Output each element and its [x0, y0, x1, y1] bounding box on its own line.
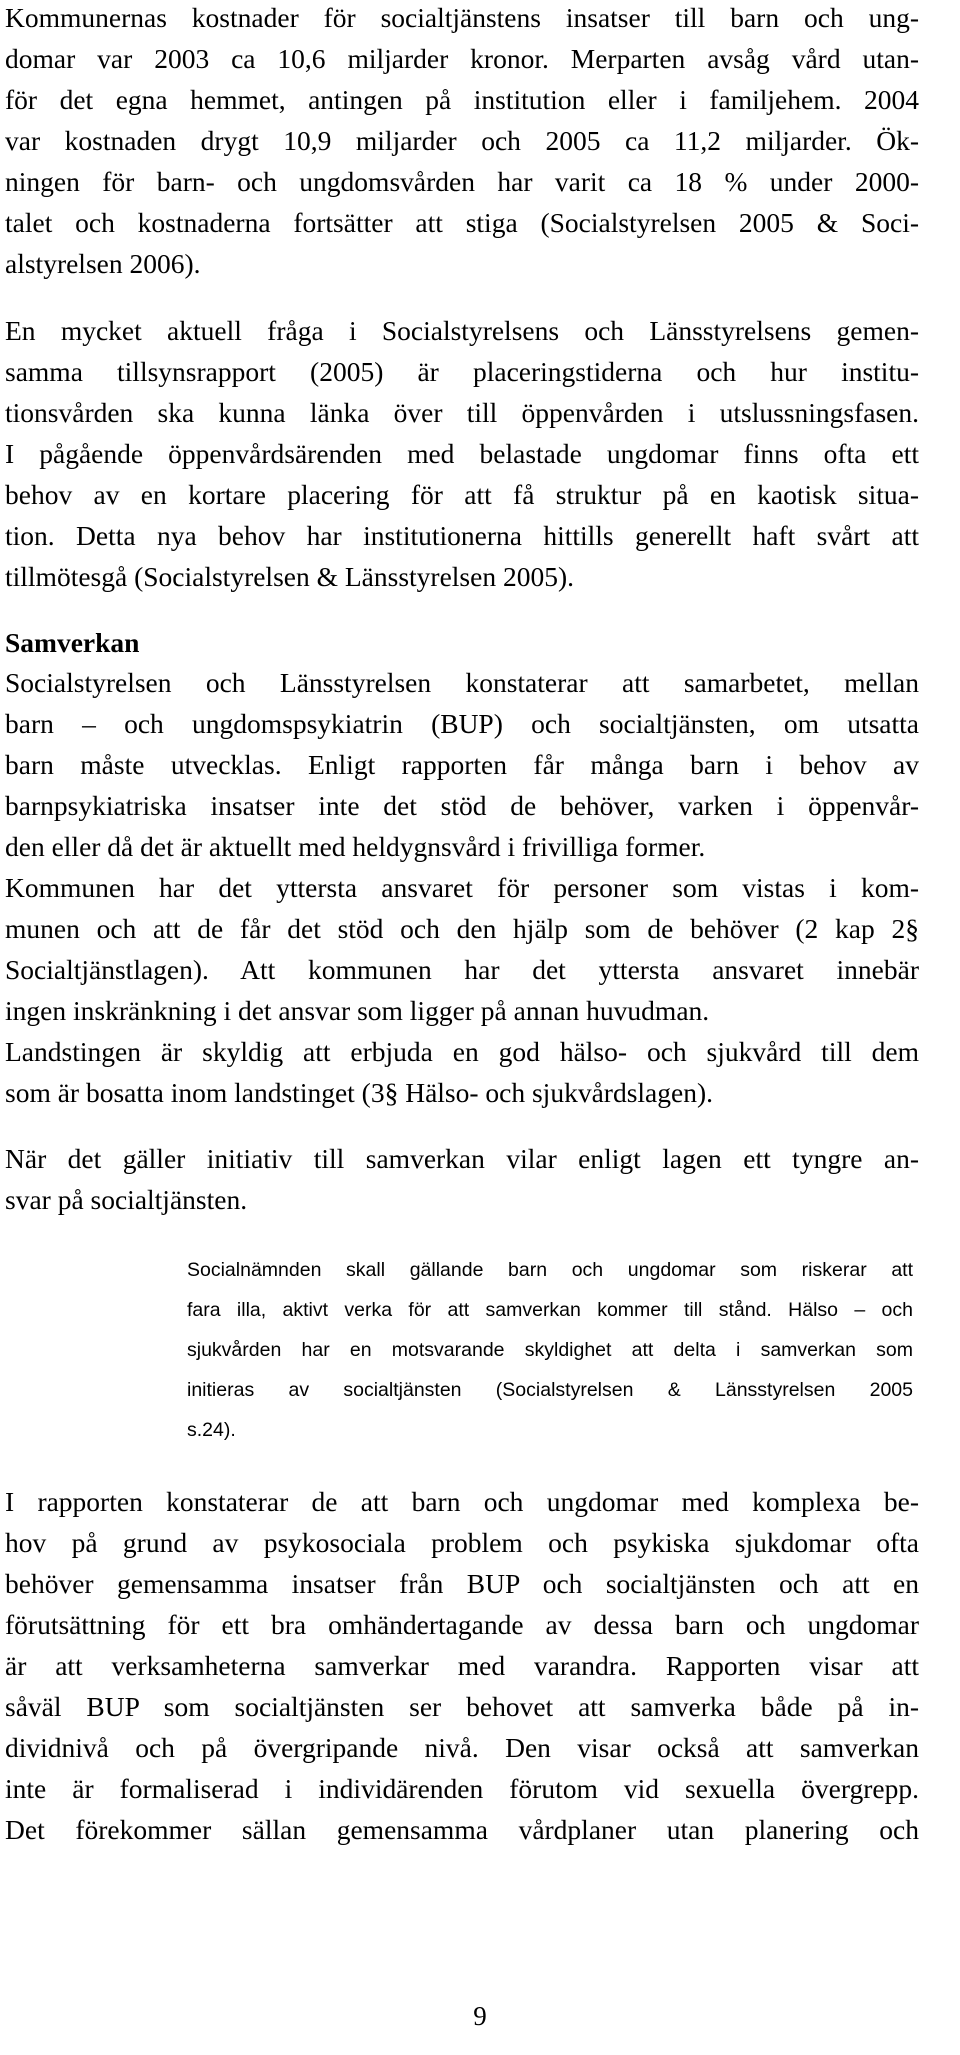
text-line: tion. Detta nya behov har institutionerna hittills generellt haft svårt att [5, 520, 919, 551]
text-line: var kostnaden drygt 10,9 miljarder och 2005 ca 11,2 miljarder. Ök- [5, 125, 919, 156]
text-line: ingen inskränkning i det ansvar som ligger på annan huvudman. [5, 995, 710, 1026]
text-line: Socialtjänstlagen). Att kommunen har det yttersta ansvaret innebär [5, 954, 919, 985]
text-line: dividnivå och på övergripande nivå. Den visar också att samverkan [5, 1732, 919, 1763]
text-line: barn – och ungdomspsykiatrin (BUP) och socialtjänsten, om utsatta [5, 708, 919, 739]
section-heading: Samverkan [5, 627, 140, 658]
text-line: samma tillsynsrapport (2005) är placeringstiderna och hur institu- [5, 356, 919, 387]
text-line: I pågående öppenvårdsärenden med belastade ungdomar finns ofta ett [5, 438, 919, 469]
quote-line: initieras av socialtjänsten (Socialstyrelsen & Länsstyrelsen 2005 [187, 1379, 913, 1401]
text-line: behov av en kortare placering för att få struktur på en kaotisk situa- [5, 479, 919, 510]
text-line: I rapporten konstaterar de att barn och ungdomar med komplexa be- [5, 1486, 919, 1517]
text-line: alstyrelsen 2006). [5, 248, 201, 279]
text-line: svar på socialtjänsten. [5, 1184, 248, 1215]
text-line: inte är formaliserad i individärenden förutom vid sexuella övergrepp. [5, 1773, 919, 1804]
text-line: barn måste utvecklas. Enligt rapporten får många barn i behov av [5, 749, 919, 780]
text-line: behöver gemensamma insatser från BUP och socialtjänsten och att en [5, 1568, 919, 1599]
text-line: talet och kostnaderna fortsätter att stiga (Socialstyrelsen 2005 & Soci- [5, 207, 919, 238]
page-number: 9 [473, 2001, 487, 2031]
quote-line: s.24). [187, 1419, 236, 1441]
text-line: för det egna hemmet, antingen på institution eller i familjehem. 2004 [5, 84, 919, 115]
quote-line: sjukvården har en motsvarande skyldighet att delta i samverkan som [187, 1339, 913, 1361]
text-line: som är bosatta inom landstinget (3§ Hälso- och sjukvårdslagen). [5, 1077, 713, 1108]
text-line: Det förekommer sällan gemensamma vårdplaner utan planering och [5, 1814, 919, 1845]
text-line: Kommunen har det yttersta ansvaret för personer som vistas i kom- [5, 872, 919, 903]
text-line: Landstingen är skyldig att erbjuda en god hälso- och sjukvård till dem [5, 1036, 919, 1067]
text-line: barnpsykiatriska insatser inte det stöd de behöver, varken i öppenvår- [5, 790, 919, 821]
text-line: den eller då det är aktuellt med heldygnsvård i frivilliga former. [5, 831, 706, 862]
text-line: såväl BUP som socialtjänsten ser behovet att samverka både på in- [5, 1691, 919, 1722]
quote-line: Socialnämnden skall gällande barn och ungdomar som riskerar att [187, 1259, 913, 1281]
text-line: En mycket aktuell fråga i Socialstyrelsens och Länsstyrelsens gemen- [5, 315, 919, 346]
text-line: tionsvården ska kunna länka över till öppenvården i utslussningsfasen. [5, 397, 919, 428]
text-line: Socialstyrelsen och Länsstyrelsen konstaterar att samarbetet, mellan [5, 667, 919, 698]
text-line: När det gäller initiativ till samverkan vilar enligt lagen ett tyngre an- [5, 1143, 919, 1174]
text-line: är att verksamheterna samverkar med varandra. Rapporten visar att [5, 1650, 919, 1681]
text-line: ningen för barn- och ungdomsvården har varit ca 18 % under 2000- [5, 166, 919, 197]
text-line: Kommunernas kostnader för socialtjänstens insatser till barn och ung- [5, 2, 919, 33]
text-line: förutsättning för ett bra omhändertagande av dessa barn och ungdomar [5, 1609, 919, 1640]
text-line: domar var 2003 ca 10,6 miljarder kronor. Merparten avsåg vård utan- [5, 43, 919, 74]
text-line: hov på grund av psykosociala problem och psykiska sjukdomar ofta [5, 1527, 919, 1558]
quote-line: fara illa, aktivt verka för att samverkan kommer till stånd. Hälso – och [187, 1299, 913, 1321]
text-line: tillmötesgå (Socialstyrelsen & Länsstyrelsen 2005). [5, 561, 574, 592]
text-line: munen och att de får det stöd och den hjälp som de behöver (2 kap 2§ [5, 913, 919, 944]
